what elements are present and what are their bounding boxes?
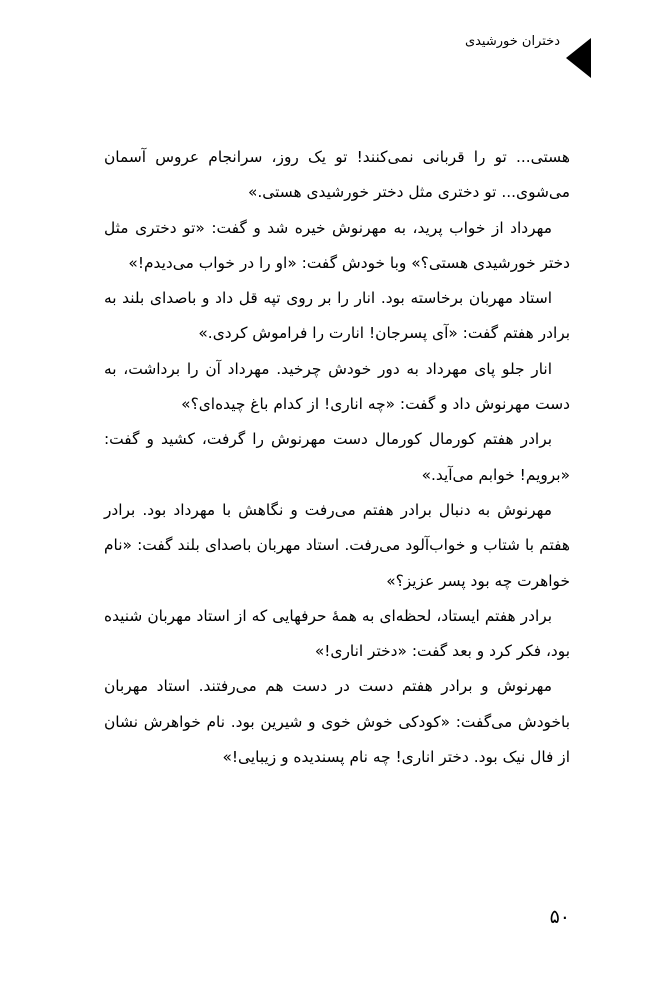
paragraph: مهرنوش به دنبال برادر هفتم می‌رفت و نگاهش با مهرداد بود. برادر هفتم با شتاب و خواب‌آلود می‌رفت. استاد مهربان باصدای بلند گفت: «نام خواهرت چه بود پسر عزیز؟» xyxy=(104,500,570,590)
page-number: ۵۰ xyxy=(549,906,570,928)
body-text xyxy=(104,140,570,775)
paragraph: مهرداد از خواب پرید، به مهرنوش خیره شد و گفت: «تو دختری مثل دختر خورشیدی هستی؟» وبا خودش گفت: «او را در خواب می‌دیدم!» xyxy=(104,218,570,272)
paragraph: استاد مهربان برخاسته بود. انار را بر روی تپه قل داد و باصدای بلند به برادر هفتم گفت: «آی پسرجان! انارت را فراموش کردی.» xyxy=(104,289,570,343)
paragraph: برادر هفتم کورمال کورمال دست مهرنوش را گرفت، کشید و گفت: «برویم! خوابم می‌آید.» xyxy=(104,430,570,484)
paragraph: انار جلو پای مهرداد به دور خودش چرخید. مهرداد آن را برداشت، به دست مهرنوش داد و گفت: «چه اناری! از کدام باغ چیده‌ای؟» xyxy=(104,359,570,414)
running-header-title: دختران خورشیدی xyxy=(464,34,560,49)
paragraph: مهرنوش و برادر هفتم دست در دست هم می‌رفتند. استاد مهربان باخودش می‌گفت: «کودکی خوش خوی و شیرین بود. نام خواهرش نشان از فال نیک بود. دختر اناری! چه نام پسندیده و زیبایی!» xyxy=(104,677,570,767)
paragraph: هستی... تو را قربانی نمی‌کنند! تو یک روز، سرانجام عروس آسمان می‌شوی... تو دختری مثل دختر خورشیدی هستی.» xyxy=(104,148,570,202)
paragraph: برادر هفتم ایستاد، لحظه‌ای به همهٔ حرفهایی که از استاد مهربان شنیده بود، فکر کرد و بعد گفت: «دختر اناری!» xyxy=(104,606,570,661)
left-pointing-triangle-icon xyxy=(566,38,592,78)
